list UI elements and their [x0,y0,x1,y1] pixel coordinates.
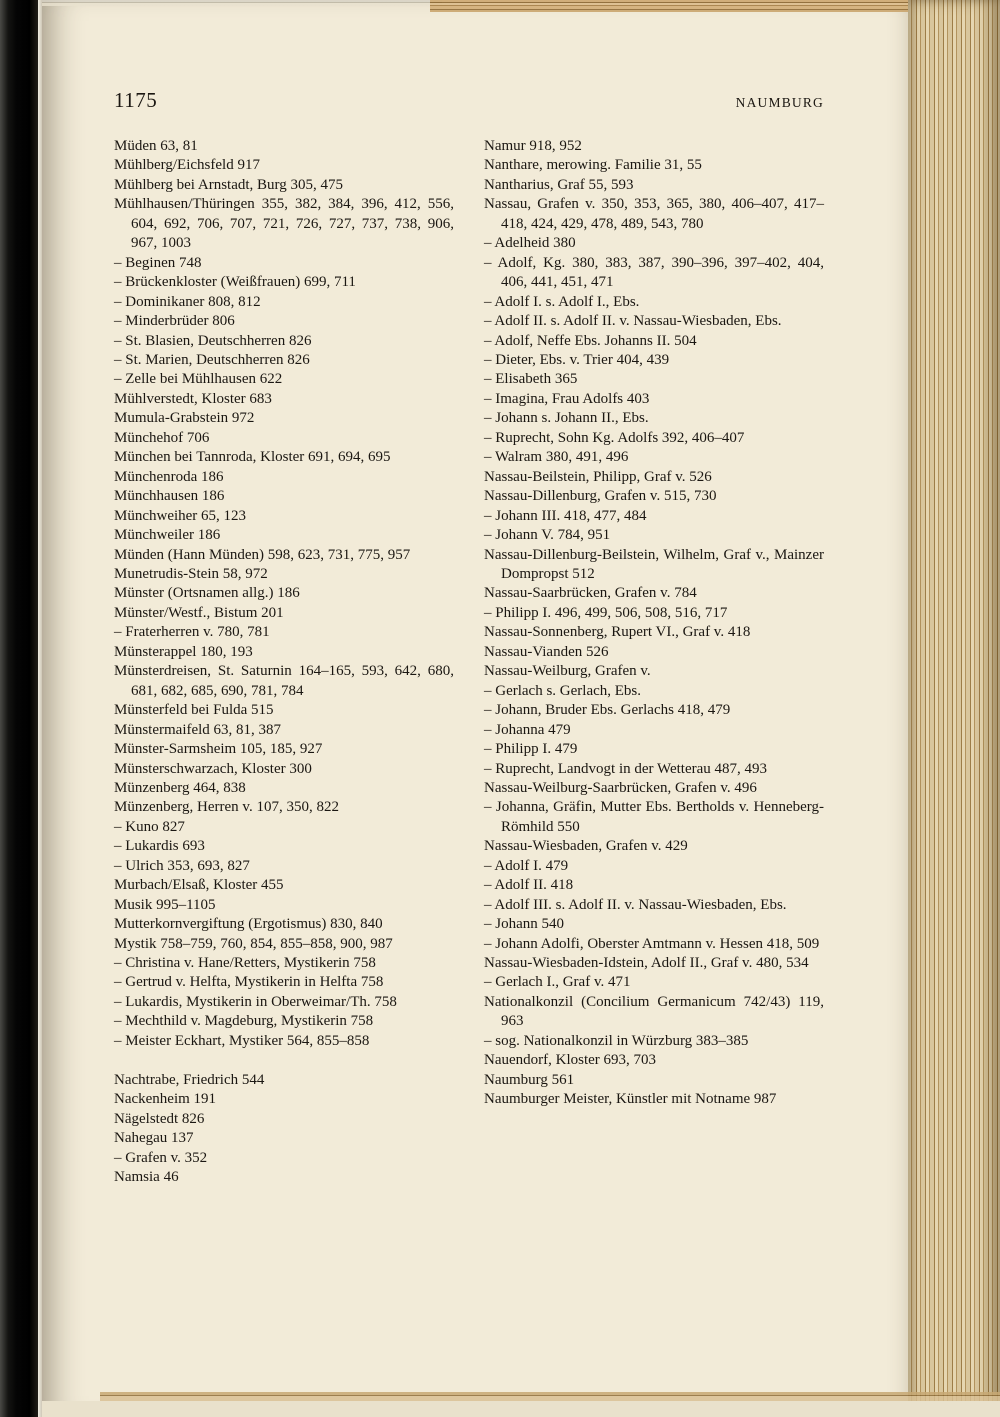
index-entry: Nassau, Grafen v. 350, 353, 365, 380, 406–407, 417–418, 424, 429, 478, 489, 543, 780 [484,196,824,232]
index-entry: Münchweiler 186 [114,527,221,544]
index-entry: Müden 63, 81 [114,138,198,154]
index-entry: Münster (Ortsnamen allg.) 186 [114,585,300,602]
index-entry: Nassau-Dillenburg-Beilstein, Wilhelm, Graf v., Mainzer Dompropst 512 [484,546,824,582]
index-entry: – Ulrich 353, 693, 827 [114,857,250,874]
index-entry: Münchehof 706 [114,429,210,446]
index-entry: Nahegau 137 [114,1130,194,1147]
index-entry: – Mechthild v. Magdeburg, Mystikerin 758 [114,1013,374,1030]
index-entry: – Beginen 748 [114,254,202,271]
index-entry: – Lukardis 693 [114,838,205,855]
index-entry: – St. Marien, Deutschherren 826 [114,351,310,368]
index-entry: – Brückenkloster (Weißfrauen) 699, 711 [114,274,356,291]
index-entry: Nassau-Saarbrücken, Grafen v. 784 [484,585,697,602]
index-entry: Münster-Sarmsheim 105, 185, 927 [114,741,323,758]
index-entry: – Johanna 479 [484,721,571,738]
index-entry: Nantharius, Graf 55, 593 [484,176,634,193]
index-entry: Münsterfeld bei Fulda 515 [114,702,274,719]
index-entry: – Adolf I. 479 [484,857,569,874]
page [42,0,908,1417]
index-entry: Mühlhausen/Thüringen 355, 382, 384, 396, 412, 556, 604, 692, 706, 707, 721, 726, 727, 737, 738, 906, 967, 1003 [114,196,454,252]
index-entry: Münzenberg, Herren v. 107, 350, 822 [114,799,339,816]
index-entry: – Johann 540 [484,916,564,933]
index-entry: Namsia 46 [114,1169,179,1185]
index-entry: – Zelle bei Mühlhausen 622 [114,371,283,388]
index-entry: Münchhausen 186 [114,488,225,505]
index-entry: – Gerlach s. Gerlach, Ebs. [484,682,642,699]
book-spine [0,0,38,1417]
page-head [114,88,824,113]
index-entry: – Johann V. 784, 951 [484,527,611,544]
index-entry: – Johann Adolfi, Oberster Amtmann v. Hessen 418, 509 [484,935,820,952]
index-entry: Nationalkonzil (Concilium Germanicum 742/43) 119, 963 [484,993,824,1030]
page-edge-right [908,0,1000,1417]
index-column-right [484,137,824,1187]
index-entry: Nachtrabe, Friedrich 544 [114,1071,265,1088]
index-entry: – Elisabeth 365 [484,371,578,388]
index-entry: Musik 995–1105 [114,896,216,913]
index-entry: Münsterappel 180, 193 [114,643,253,660]
index-entry: – Adolf I. s. Adolf I., Ebs. [484,293,640,310]
index-entry: – Adolf II. 418 [484,877,574,894]
index-entry: – Johann III. 418, 477, 484 [484,507,647,524]
index-entry: Mühlverstedt, Kloster 683 [114,390,272,407]
index-entry: – Gertrud v. Helfta, Mystikerin in Helfta 758 [114,974,384,991]
index-entry: – Fraterherren v. 780, 781 [114,624,270,641]
index-entry: – Minderbrüder 806 [114,313,235,330]
index-entry: Mystik 758–759, 760, 854, 855–858, 900, 987 [114,935,393,952]
index-entry: – Grafen v. 352 [114,1149,208,1166]
index-entry: – Ruprecht, Sohn Kg. Adolfs 392, 406–407 [484,429,745,446]
index-entry: Nägelstedt 826 [114,1110,205,1127]
index-entry: – Philipp I. 479 [484,741,578,758]
index-entry: Nackenheim 191 [114,1091,217,1108]
index-entry: – Meister Eckhart, Mystiker 564, 855–858 [114,1032,370,1049]
page-edge-bottom [100,1392,1000,1401]
index-entry: Nassau-Vianden 526 [484,643,609,660]
index-entry: – Christina v. Hane/Retters, Mystikerin 758 [114,955,376,972]
index-entry: – Adolf III. s. Adolf II. v. Nassau-Wiesbaden, Ebs. [484,896,787,913]
index-entry: Nassau-Wiesbaden, Grafen v. 429 [484,838,688,855]
page-edge-top-left [42,0,442,6]
index-entry: Mühlberg/Eichsfeld 917 [114,157,260,174]
index-entry: Naumburger Meister, Künstler mit Notname 987 [484,1091,777,1108]
index-entry: München bei Tannroda, Kloster 691, 694, 695 [114,449,391,466]
index-entry: Nassau-Sonnenberg, Rupert VI., Graf v. 418 [484,624,751,641]
index-entry: Münstermaifeld 63, 81, 387 [114,721,282,738]
index-entry: Nassau-Beilstein, Philipp, Graf v. 526 [484,468,712,485]
index-entry: – Adolf II. s. Adolf II. v. Nassau-Wiesbaden, Ebs. [484,313,782,330]
index-entry: – Dominikaner 808, 812 [114,293,261,310]
index-entry: – St. Blasien, Deutschherren 826 [114,332,312,349]
index-entry: – Johanna, Gräfin, Mutter Ebs. Bertholds v. Henneberg-Römhild 550 [484,799,824,835]
index-entry: Nassau-Dillenburg, Grafen v. 515, 730 [484,488,717,505]
index-entry: – Philipp I. 496, 499, 506, 508, 516, 717 [484,604,728,621]
index-entry: Münchenroda 186 [114,468,224,485]
index-entry: Münsterschwarzach, Kloster 300 [114,760,312,777]
index-entry: Münchweiher 65, 123 [114,507,247,524]
index-entry: Nassau-Weilburg, Grafen v. [484,663,651,680]
index-entry: – Johann, Bruder Ebs. Gerlachs 418, 479 [484,702,731,719]
page-edge-bottom-paper [42,1401,1000,1417]
index-entry: – Imagina, Frau Adolfs 403 [484,390,650,407]
index-entry: – Lukardis, Mystikerin in Oberweimar/Th. 758 [114,993,397,1010]
index-entry: – Adolf, Neffe Ebs. Johanns II. 504 [484,332,697,349]
index-entry: Nassau-Wiesbaden-Idstein, Adolf II., Graf v. 480, 534 [484,955,809,972]
index-entry: – Adolf, Kg. 380, 383, 387, 390–396, 397–402, 404, 406, 441, 451, 471 [484,254,824,291]
index-entry: – sog. Nationalkonzil in Würzburg 383–385 [484,1032,749,1049]
index-entry: Münster/Westf., Bistum 201 [114,604,284,621]
index-entry: – Walram 380, 491, 496 [484,449,629,466]
index-entry: Munetrudis-Stein 58, 972 [114,565,268,582]
index-entry: Münzenberg 464, 838 [114,779,246,796]
index-entry: Naumburg 561 [484,1071,575,1088]
index-entry: Mutterkornvergiftung (Ergotismus) 830, 840 [114,916,383,933]
index-entry: Mühlberg bei Arnstadt, Burg 305, 475 [114,176,344,193]
index-entry: Münsterdreisen, St. Saturnin 164–165, 593, 642, 680, 681, 682, 685, 690, 781, 784 [114,663,454,699]
page-number: 1175 [114,88,158,112]
index-entry: Münden (Hann Münden) 598, 623, 731, 775, 957 [114,546,411,563]
index-entry: Nauendorf, Kloster 693, 703 [484,1052,657,1069]
index-entry: – Ruprecht, Landvogt in der Wetterau 487, 493 [484,760,768,777]
index-column-left [114,137,454,1187]
index-entry: Mumula-Grabstein 972 [114,410,255,427]
index-entry: – Kuno 827 [114,818,185,835]
index-entry: Murbach/Elsaß, Kloster 455 [114,877,284,894]
index-columns [114,137,824,1187]
index-entry: Nanthare, merowing. Familie 31, 55 [484,157,702,174]
index-entry: – Dieter, Ebs. v. Trier 404, 439 [484,351,670,368]
index-entry: – Adelheid 380 [484,235,576,252]
index-entry: – Johann s. Johann II., Ebs. [484,410,649,427]
running-header: NAUMBURG [735,95,824,110]
index-entry: Nassau-Weilburg-Saarbrücken, Grafen v. 496 [484,779,757,796]
index-entry: – Gerlach I., Graf v. 471 [484,974,631,991]
index-entry: Namur 918, 952 [484,138,582,154]
index-entry [114,1051,454,1070]
